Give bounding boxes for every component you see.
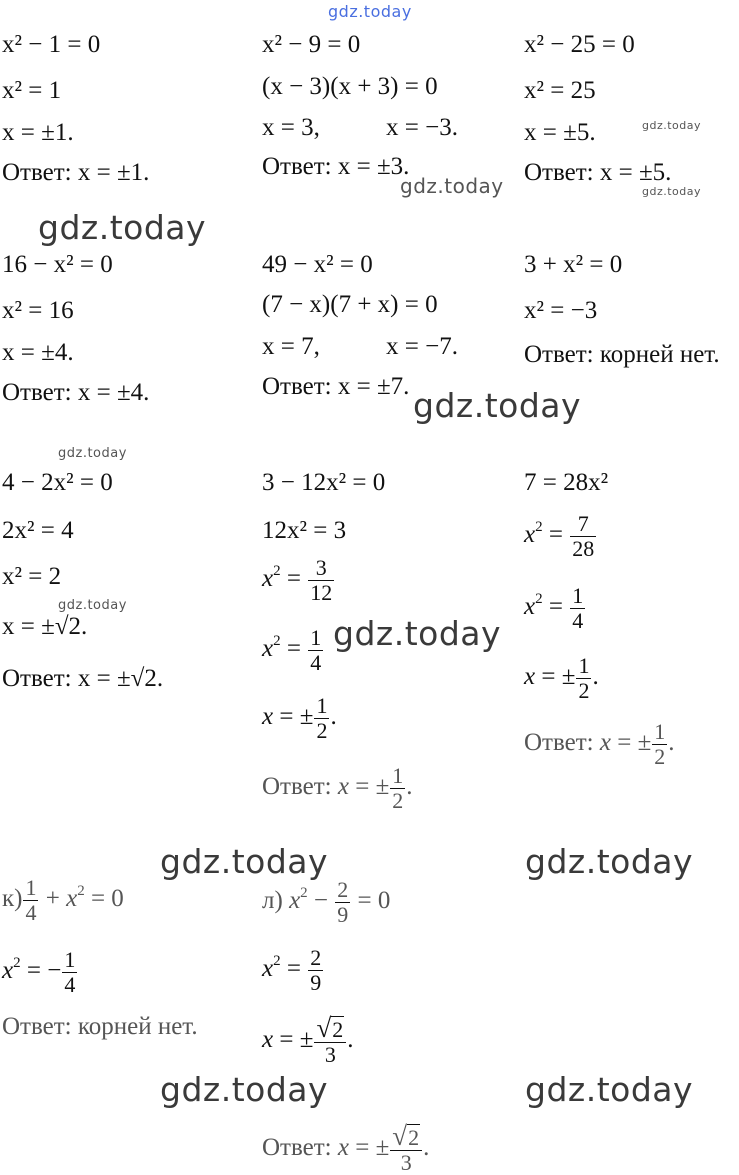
problem-z-step4: x = ± $\frac{1}{2}$ . — [262, 693, 337, 743]
fraction-denominator: 2 — [392, 788, 404, 813]
fraction-numerator: 2 — [337, 877, 349, 902]
problem-d-step2a: x = 7, — [262, 333, 320, 360]
fraction-numerator: 7 — [570, 512, 596, 537]
fraction-denominator: 4 — [572, 608, 584, 633]
problem-z-step3: $x^2$ = $\frac{1}{4}$ — [262, 625, 322, 675]
problem-b-step1: (x − 3)(x + 3) = 0 — [262, 73, 438, 100]
watermark-text: gdz.today — [58, 446, 127, 461]
watermark-text: gdz.today — [328, 2, 412, 21]
problem-b-equation: x² − 9 = 0 — [262, 31, 361, 58]
fraction-numerator — [390, 1121, 422, 1151]
problem-b-step2a: x = 3, — [262, 114, 320, 141]
problem-g-step2: x = ±4. — [2, 339, 74, 366]
problem-v-answer: Ответ: x = ±5. — [524, 159, 672, 186]
problem-i-step3: x = ± $\frac{1}{2}$ . — [524, 653, 599, 703]
problem-l-step2: x = ± $\frac{√2}{3}$ . — [262, 1013, 354, 1067]
problem-e-step1: x² = −3 — [524, 297, 598, 324]
problem-i-answer: Ответ: x = ± $\frac{1}{2}$ . — [524, 719, 675, 769]
problem-zh-equation: 4 − 2x² = 0 — [2, 469, 113, 496]
problem-v-step1: x² = 25 — [524, 77, 596, 104]
fraction-numerator: 1 — [316, 693, 328, 718]
watermark-text: gdz.today — [642, 185, 702, 198]
problem-a-answer: Ответ: x = ±1. — [2, 159, 150, 186]
watermark-text: gdz.today — [160, 1070, 329, 1109]
fraction-numerator — [314, 1013, 346, 1043]
problem-z-step1: 12x² = 3 — [262, 517, 347, 544]
problem-l-equation: л) $x^2$ − $\frac{2}{9}$ = 0 — [262, 877, 391, 927]
problem-e-answer: Ответ: корней нет. — [524, 341, 720, 368]
problem-i-step1: $x^2$ = $\frac{7}{28}$ — [524, 511, 595, 561]
problem-i-step2: $x^2$ = $\frac{1}{4}$ — [524, 583, 584, 633]
problem-a-step1: x² = 1 — [2, 77, 62, 104]
problem-d-answer: Ответ: x = ±7. — [262, 373, 410, 400]
fraction-denominator: 12 — [310, 580, 333, 605]
watermark-text: gdz.today — [333, 614, 502, 653]
problem-i-equation: 7 = 28x² — [524, 469, 609, 496]
problem-k-step1: $x^2$ = − $\frac{1}{4}$ — [2, 947, 76, 997]
problem-z-equation: 3 − 12x² = 0 — [262, 469, 386, 496]
watermark-text: gdz.today — [525, 1070, 694, 1109]
problem-zh-step3: x = ±√2. — [2, 613, 88, 640]
fraction-numerator: 1 — [572, 583, 584, 608]
problem-a-step2: x = ±1. — [2, 119, 74, 146]
problem-zh-step2: x² = 2 — [2, 563, 62, 590]
problem-g-step1: x² = 16 — [2, 297, 74, 324]
problem-b-answer: Ответ: x = ±3. — [262, 153, 410, 180]
problem-v-step2: x = ±5. — [524, 119, 596, 146]
fraction-denominator: 3 — [324, 1042, 336, 1067]
problem-g-equation: 16 − x² = 0 — [2, 251, 113, 278]
problem-a-equation: x² − 1 = 0 — [2, 31, 101, 58]
problem-e-equation: 3 + x² = 0 — [524, 251, 623, 278]
fraction-denominator: 2 — [654, 744, 666, 769]
fraction-denominator: 28 — [572, 536, 595, 561]
watermark-text: gdz.today — [413, 386, 582, 425]
fraction-denominator: 4 — [310, 650, 322, 675]
fraction-numerator: 1 — [392, 763, 404, 788]
problem-zh-step1: 2x² = 4 — [2, 517, 74, 544]
watermark-text: gdz.today — [642, 119, 702, 132]
fraction-denominator: 4 — [25, 900, 37, 925]
fraction-numerator: 1 — [578, 653, 590, 678]
fraction-numerator: 2 — [310, 945, 322, 970]
sqrt-symbol: √2 — [392, 1121, 420, 1151]
problem-k-equation: к) $\frac{1}{4}$ + $x^2 = 0$ — [2, 875, 124, 925]
problem-z-answer: Ответ: x = ± $\frac{1}{2}$ . — [262, 763, 413, 813]
fraction-numerator: 3 — [308, 556, 334, 581]
fraction-denominator: 9 — [337, 902, 349, 927]
problem-d-step2b: x = −7. — [386, 333, 458, 360]
fraction-denominator: 9 — [310, 970, 322, 995]
problem-d-step1: (7 − x)(7 + x) = 0 — [262, 291, 438, 318]
problem-b-step2b: x = −3. — [386, 114, 458, 141]
problem-k-answer: Ответ: корней нет. — [2, 1013, 198, 1040]
problem-z-step2: $x^2$ = $\frac{3}{12}$ — [262, 555, 333, 605]
watermark-text: gdz.today — [525, 842, 694, 881]
watermark-text: gdz.today — [38, 208, 207, 247]
fraction-numerator: 1 — [654, 719, 666, 744]
problem-l-answer: Ответ: x = ± $\frac{√2}{3}$ . — [262, 1121, 430, 1175]
fraction-denominator: 4 — [64, 972, 76, 997]
sqrt-symbol: √2 — [316, 1013, 344, 1043]
fraction-denominator: 2 — [316, 718, 328, 743]
fraction-denominator: 3 — [400, 1150, 412, 1175]
fraction-numerator: 1 — [310, 625, 322, 650]
watermark-text: gdz.today — [400, 174, 504, 198]
problem-l-step1: $x^2$ = $\frac{2}{9}$ — [262, 945, 322, 995]
fraction-numerator: 1 — [64, 947, 76, 972]
problem-g-answer: Ответ: x = ±4. — [2, 379, 150, 406]
problem-d-equation: 49 − x² = 0 — [262, 251, 373, 278]
watermark-text: gdz.today — [160, 842, 329, 881]
fraction-numerator: 1 — [25, 875, 37, 900]
watermark-text: gdz.today — [58, 598, 127, 613]
problem-v-equation: x² − 25 = 0 — [524, 31, 635, 58]
problem-zh-answer: Ответ: x = ±√2. — [2, 665, 164, 692]
fraction-denominator: 2 — [578, 678, 590, 703]
